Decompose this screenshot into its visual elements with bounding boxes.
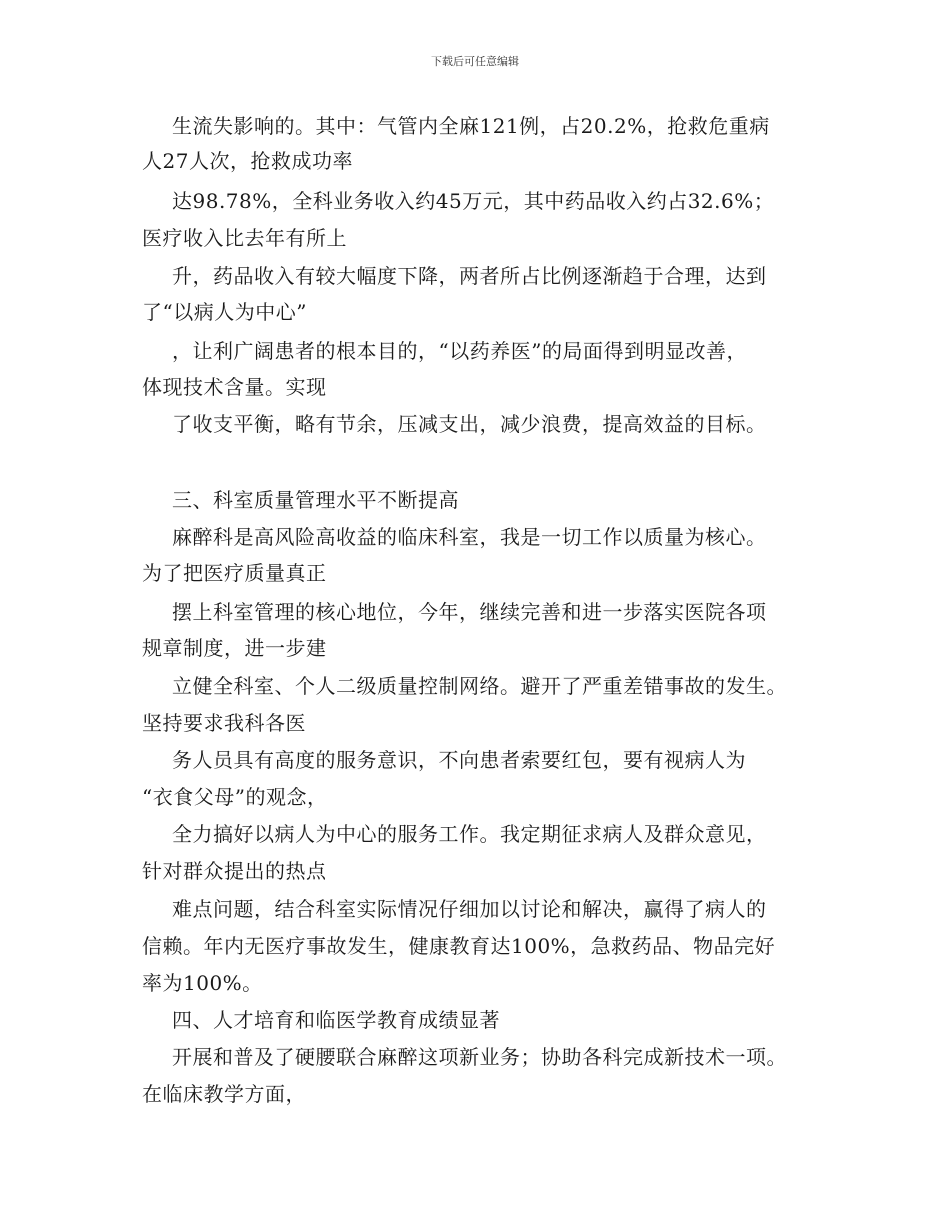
text-line: 全力搞好以病人为中心的服务工作。我定期征求病人及群众意见， bbox=[172, 822, 767, 846]
text-line: 达98.78%，全科业务收入约45万元，其中药品收入约占32.6%； bbox=[172, 189, 775, 213]
text-line: 务人员具有高度的服务意识，不向患者索要红包，要有视病人为 bbox=[172, 748, 746, 772]
text-line: 规章制度，进一步建 bbox=[142, 636, 327, 660]
text-line: “衣食父母”的观念， bbox=[142, 785, 328, 809]
text-line: 坚持要求我科各医 bbox=[142, 711, 306, 735]
text-line: 人27人次，抢救成功率 bbox=[142, 149, 353, 173]
text-line: 麻醉科是高风险高收益的临床科室，我是一切工作以质量为核心。 bbox=[172, 525, 767, 549]
text-line: 率为100%。 bbox=[142, 971, 263, 995]
text-line: 生流失影响的。其中：气管内全麻121例，占20.2%，抢救危重病 bbox=[172, 114, 770, 138]
text-line: 升，药品收入有较大幅度下降，两者所占比例逐渐趋于合理，达到 bbox=[172, 264, 767, 288]
text-line: 了“以病人为中心” bbox=[142, 300, 307, 324]
text-line: 摆上科室管理的核心地位，今年，继续完善和进一步落实医院各项 bbox=[172, 600, 767, 624]
text-line: 难点问题，结合科室实际情况仔细加以讨论和解决，赢得了病人的 bbox=[172, 897, 767, 921]
text-line: 医疗收入比去年有所上 bbox=[142, 226, 347, 250]
text-line: 针对群众提出的热点 bbox=[142, 859, 327, 883]
text-line: ，让利广阔患者的根本目的，“以药养医”的局面得到明显改善， bbox=[172, 339, 747, 363]
section-heading: 三、科室质量管理水平不断提高 bbox=[172, 488, 459, 512]
page-header: 下载后可任意编辑 bbox=[431, 55, 519, 68]
text-line: 了收支平衡，略有节余，压减支出，减少浪费，提高效益的目标。 bbox=[172, 412, 767, 436]
text-line: 信赖。年内无医疗事故发生，健康教育达100%，急救药品、物品完好 bbox=[142, 934, 776, 958]
section-heading: 四、人才培育和临医学教育成绩显著 bbox=[172, 1008, 500, 1032]
text-line: 为了把医疗质量真正 bbox=[142, 561, 327, 585]
text-line: 开展和普及了硬腰联合麻醉这项新业务；协助各科完成新技术一项。 bbox=[172, 1045, 787, 1069]
text-line: 在临床教学方面， bbox=[142, 1082, 306, 1106]
text-line: 立健全科室、个人二级质量控制网络。避开了严重差错事故的发生。 bbox=[172, 674, 787, 698]
text-line: 体现技术含量。实现 bbox=[142, 375, 327, 399]
